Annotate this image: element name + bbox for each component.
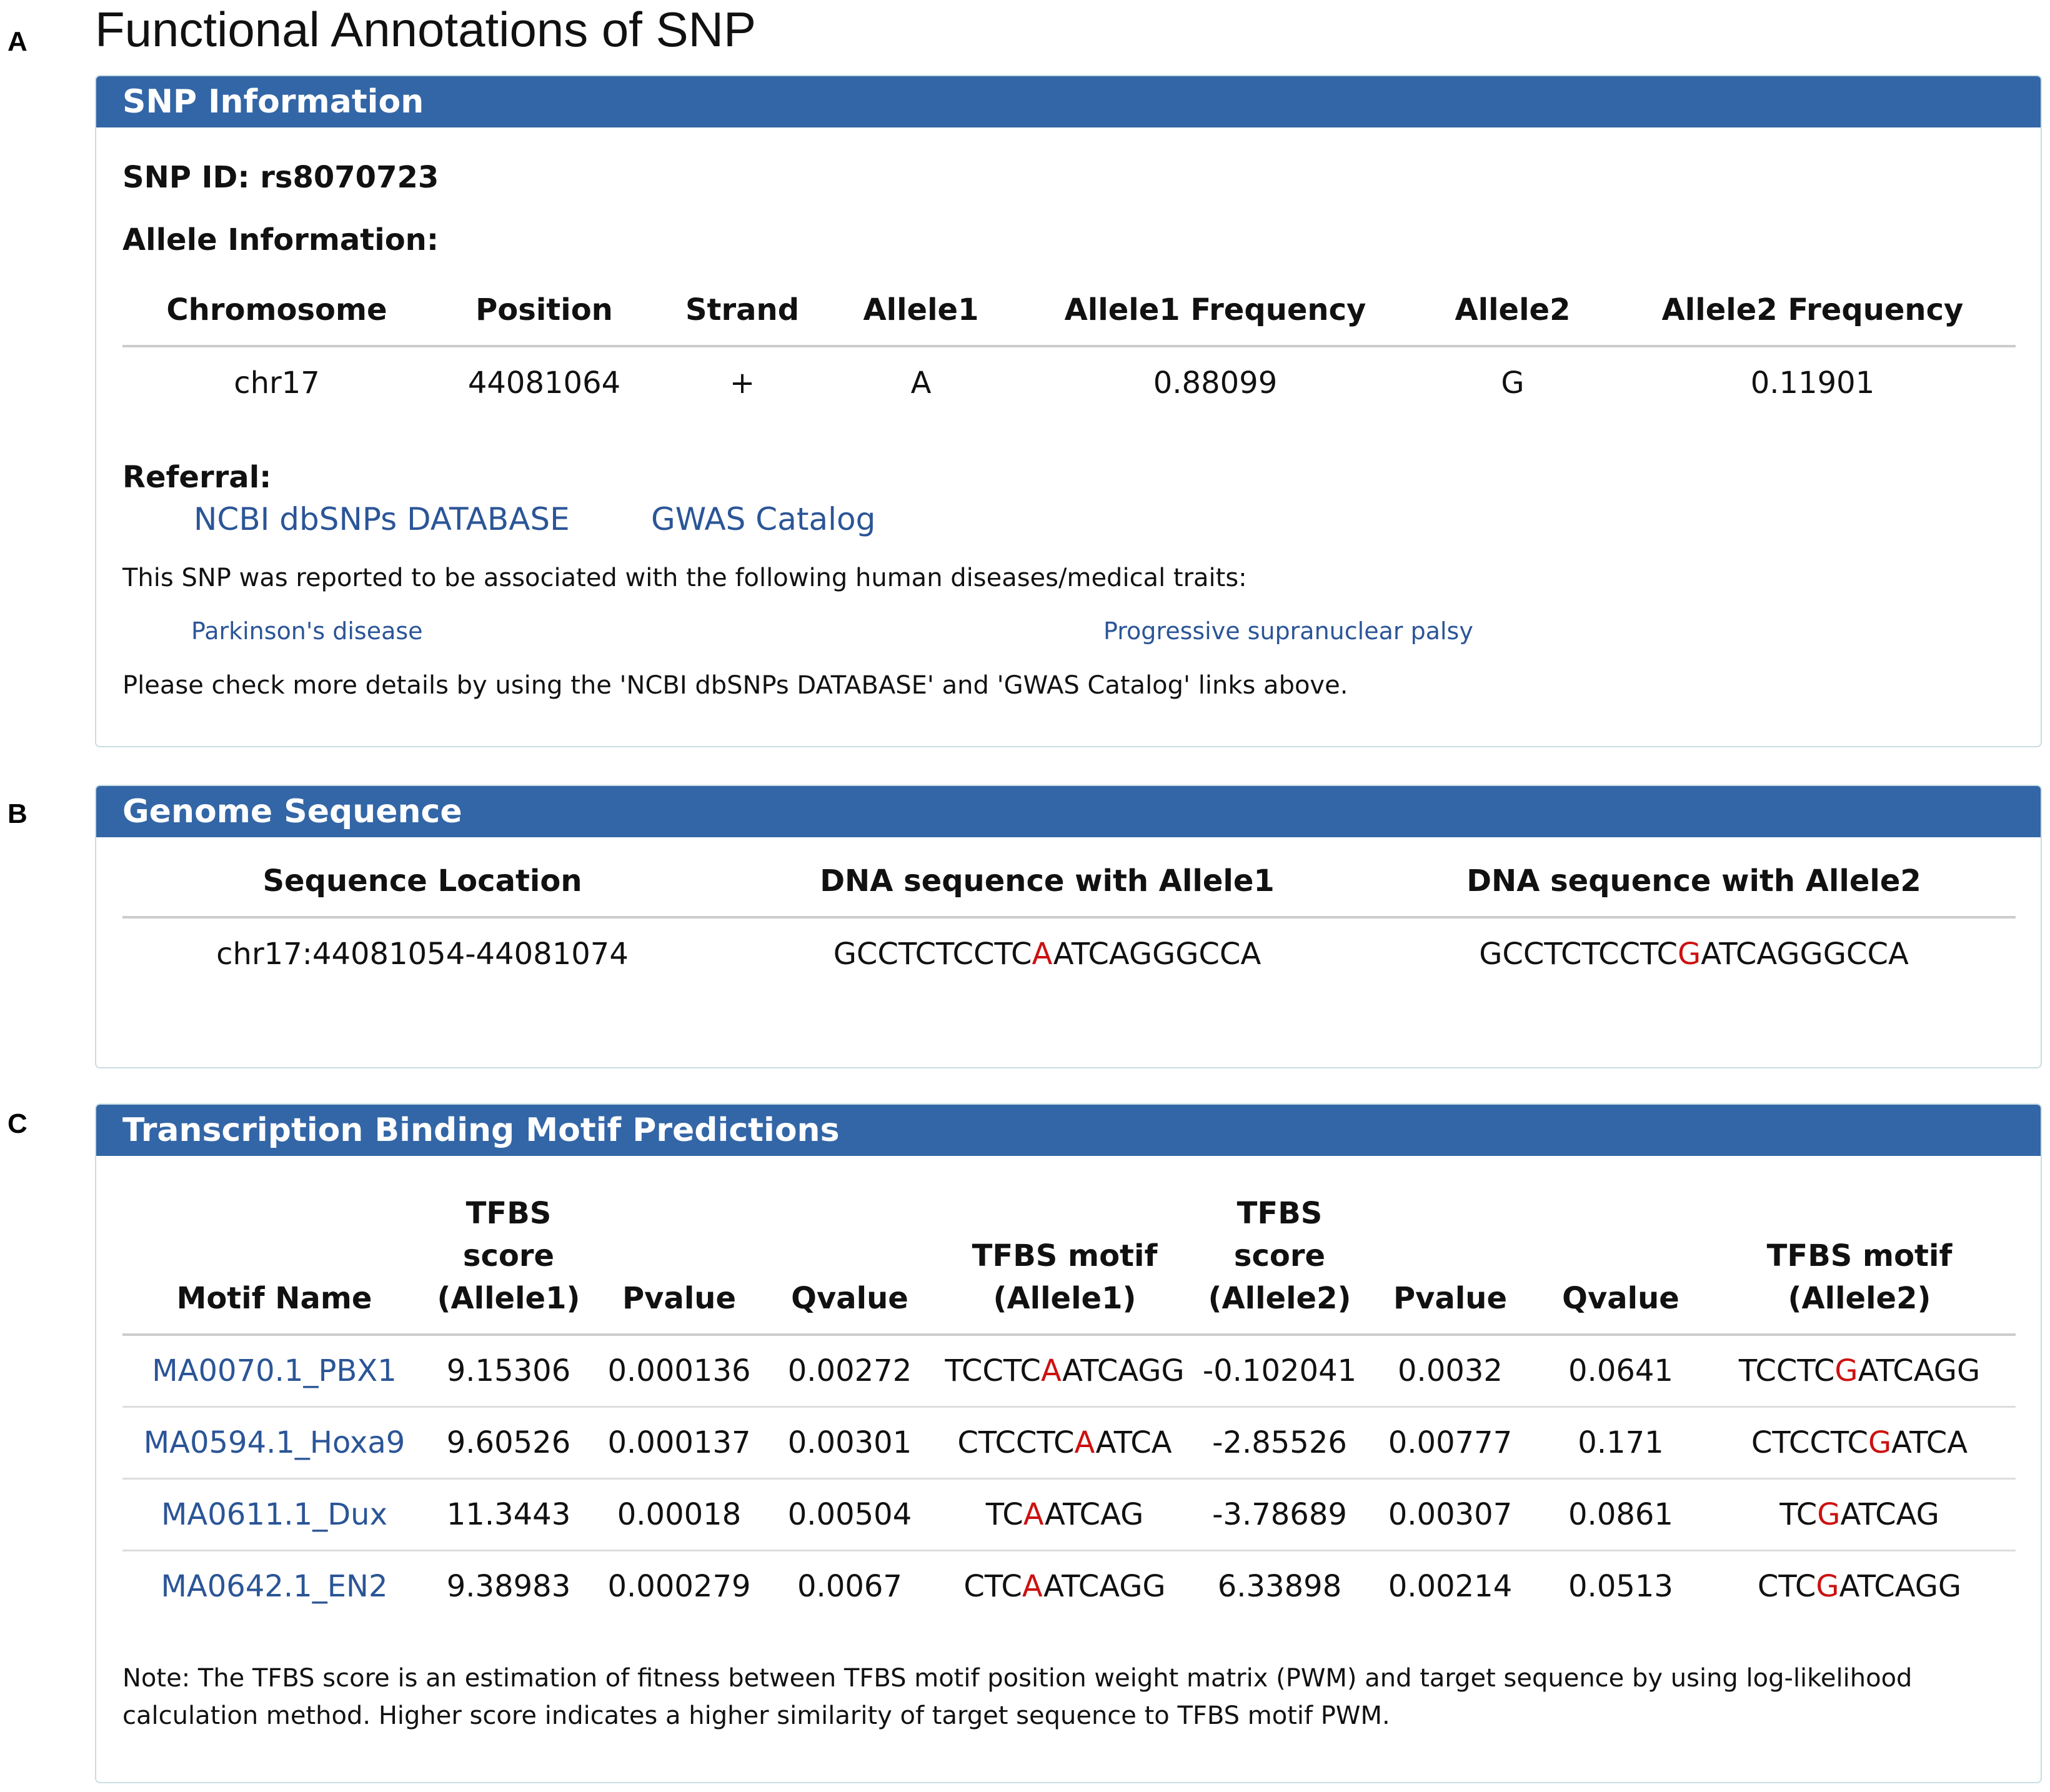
allele1-cell: A: [910, 366, 932, 401]
tfbs-score-allele1-cell: 9.60526: [426, 1406, 591, 1478]
seq-segment: CTC: [1757, 1569, 1816, 1605]
seq-segment: ATCAG: [1044, 1496, 1144, 1532]
column-header: Motif Name: [122, 1192, 426, 1335]
motif-name-cell: [122, 1478, 426, 1550]
tfbs-score-allele1-cell: 11.3443: [426, 1478, 591, 1550]
seq-segment: GCCTCTCCTC: [1479, 937, 1678, 972]
column-header: Allele2 Frequency: [1610, 289, 2016, 346]
pvalue-allele2-cell: 0.00777: [1362, 1406, 1538, 1478]
genome-sequence-panel: [95, 785, 2042, 1068]
sequence-table-header-row: [122, 860, 2016, 917]
qvalue-allele2-cell: 0.171: [1538, 1406, 1703, 1478]
snp-base-highlight: A: [1032, 937, 1053, 972]
column-header: Qvalue: [767, 1192, 932, 1335]
motif-link[interactable]: MA0642.1_EN2: [161, 1569, 388, 1605]
ncbi-dbsnp-link[interactable]: NCBI dbSNPs DATABASE: [194, 501, 570, 537]
disease-link-parkinsons[interactable]: Parkinson's disease: [191, 617, 423, 645]
tfbs-motif-allele2-cell: [1703, 1550, 2016, 1622]
qvalue-allele1-cell: 0.0067: [767, 1550, 932, 1622]
allele2-frequency-cell: 0.11901: [1750, 366, 1875, 401]
qvalue-allele1-cell: 0.00272: [787, 1353, 912, 1388]
gwas-catalog-link[interactable]: GWAS Catalog: [651, 501, 876, 537]
column-header: Sequence Location: [122, 860, 722, 917]
motif-row: [122, 1478, 2016, 1550]
column-header: Qvalue: [1538, 1192, 1703, 1335]
seq-segment: ATCA: [1891, 1425, 1968, 1460]
motif-name-cell: [122, 1335, 426, 1406]
pvalue-allele2-cell: 0.00307: [1362, 1478, 1538, 1550]
tfbs-motif-allele2-cell: [1703, 1406, 2016, 1478]
genome-sequence-header: Genome Sequence: [96, 786, 2041, 837]
referral-label: Referral:: [122, 460, 272, 495]
snp-base-highlight: G: [1817, 1496, 1841, 1532]
seq-segment: TCCTC: [1738, 1353, 1835, 1388]
allele-table-row: [122, 346, 2016, 419]
column-header: Strand: [657, 289, 827, 346]
column-header: Position: [431, 289, 657, 346]
allele-table: [122, 289, 2016, 419]
panel-letter-a: A: [7, 26, 27, 57]
tfbs-motif-allele1-cell: [932, 1406, 1197, 1478]
pvalue-allele1-cell: 0.000279: [591, 1550, 767, 1622]
allele1-sequence-cell: [722, 917, 1372, 990]
panel-letter-c: C: [7, 1108, 27, 1139]
snp-information-panel: [95, 75, 2042, 747]
sequence-table: [122, 860, 2016, 990]
seq-segment: ATCAGG: [1858, 1353, 1981, 1388]
chromosome-cell: chr17: [234, 366, 320, 401]
column-header: DNA sequence with Allele1: [722, 860, 1372, 917]
pvalue-allele1-cell: 0.000136: [607, 1353, 751, 1388]
column-header: Pvalue: [1362, 1192, 1538, 1335]
motif-predictions-panel: [95, 1103, 2042, 1783]
tfbs-score-allele1-cell: 9.38983: [426, 1550, 591, 1622]
seq-segment: ATCAGG: [1839, 1569, 1962, 1605]
pvalue-allele1-cell: 0.000137: [591, 1406, 767, 1478]
motif-table: [122, 1192, 2016, 1622]
snp-base-highlight: A: [1040, 1353, 1063, 1388]
seq-segment: CTC: [963, 1569, 1022, 1605]
snp-base-highlight: A: [1022, 1569, 1044, 1605]
seq-segment: ATCAGGGCCA: [1053, 937, 1261, 972]
snp-information-header: SNP Information: [96, 76, 2041, 127]
tfbs-score-allele2-cell: -0.102041: [1202, 1353, 1357, 1388]
column-header: Pvalue: [591, 1192, 767, 1335]
seq-segment: ATCAG: [1840, 1496, 1939, 1532]
motif-link[interactable]: MA0611.1_Dux: [161, 1496, 387, 1532]
column-header: Allele2: [1416, 289, 1610, 346]
seq-segment: TCCTC: [945, 1353, 1041, 1388]
tfbs-motif-allele2-cell: [1703, 1335, 2016, 1406]
motif-table-header-row: [122, 1192, 2016, 1335]
tfbs-score-allele2-cell: -2.85526: [1197, 1406, 1362, 1478]
snp-id-label: SNP ID: rs8070723: [122, 160, 439, 195]
snp-base-highlight: G: [1678, 937, 1701, 972]
column-header: Chromosome: [122, 289, 431, 346]
motif-link[interactable]: MA0070.1_PBX1: [152, 1353, 397, 1388]
pvalue-allele1-cell: 0.00018: [591, 1478, 767, 1550]
seq-segment: TC: [1779, 1496, 1818, 1532]
motif-predictions-header: Transcription Binding Motif Predictions: [96, 1105, 2041, 1156]
seq-segment: GCCTCTCCTC: [833, 937, 1032, 972]
page-title: Functional Annotations of SNP: [95, 2, 756, 57]
qvalue-allele1-cell: 0.00504: [767, 1478, 932, 1550]
motif-row: [122, 1335, 2016, 1406]
tfbs-score-allele2-cell: -3.78689: [1197, 1478, 1362, 1550]
column-header: TFBS score (Allele2): [1197, 1192, 1362, 1335]
strand-cell: +: [729, 366, 755, 401]
seq-segment: ATCA: [1095, 1425, 1172, 1460]
column-header: TFBS motif (Allele1): [932, 1192, 1197, 1335]
tfbs-motif-allele2-cell: [1703, 1478, 2016, 1550]
allele1-frequency-cell: 0.88099: [1153, 366, 1278, 401]
allele2-sequence-cell: [1372, 917, 2016, 990]
seq-segment: ATCAGG: [1062, 1353, 1185, 1388]
qvalue-allele2-cell: 0.0641: [1568, 1353, 1673, 1388]
pvalue-allele2-cell: 0.0032: [1398, 1353, 1503, 1388]
column-header: TFBS motif (Allele2): [1703, 1192, 2016, 1335]
tfbs-motif-allele1-cell: [932, 1478, 1197, 1550]
snp-base-highlight: G: [1868, 1425, 1892, 1460]
panel-letter-b: B: [7, 799, 27, 829]
allele-information-label: Allele Information:: [122, 222, 439, 257]
motif-name-cell: [122, 1550, 426, 1622]
position-cell: 44081064: [467, 366, 621, 401]
motif-link[interactable]: MA0594.1_Hoxa9: [143, 1425, 406, 1460]
disease-link-psp[interactable]: Progressive supranuclear palsy: [1103, 617, 1473, 645]
motif-row: [122, 1406, 2016, 1478]
sequence-table-row: [122, 917, 2016, 990]
column-header: DNA sequence with Allele2: [1372, 860, 2016, 917]
snp-base-highlight: A: [1023, 1496, 1045, 1532]
allele2-cell: G: [1501, 366, 1525, 401]
qvalue-allele2-cell: 0.0861: [1538, 1478, 1703, 1550]
column-header: Allele1: [827, 289, 1015, 346]
seq-segment: ATCAGG: [1043, 1569, 1166, 1605]
motif-row: [122, 1550, 2016, 1622]
column-header: TFBS score (Allele1): [426, 1192, 591, 1335]
seq-segment: TC: [985, 1496, 1023, 1532]
association-text: This SNP was reported to be associated with the following human diseases/medical traits:: [122, 564, 1247, 592]
qvalue-allele2-cell: 0.0513: [1538, 1550, 1703, 1622]
allele-table-header-row: [122, 289, 2016, 346]
snp-base-highlight: G: [1816, 1569, 1839, 1605]
details-text: Please check more details by using the 'NCBI dbSNPs DATABASE' and 'GWAS Catalog' links above.: [122, 671, 1348, 700]
tfbs-motif-allele1-cell: [932, 1550, 1197, 1622]
seq-segment: CTCCTC: [1751, 1425, 1868, 1460]
tfbs-score-allele2-cell: 6.33898: [1197, 1550, 1362, 1622]
sequence-location-cell: chr17:44081054-44081074: [216, 937, 629, 972]
pvalue-allele2-cell: 0.00214: [1362, 1550, 1538, 1622]
seq-segment: ATCAGGGCCA: [1701, 937, 1909, 972]
tfbs-motif-allele1-cell: [932, 1335, 1197, 1406]
seq-segment: CTCCTC: [957, 1425, 1075, 1460]
qvalue-allele1-cell: 0.00301: [767, 1406, 932, 1478]
tfbs-score-allele1-cell: 9.15306: [446, 1353, 571, 1388]
snp-base-highlight: A: [1074, 1425, 1096, 1460]
column-header: Allele1 Frequency: [1015, 289, 1416, 346]
snp-base-highlight: G: [1834, 1353, 1858, 1388]
tfbs-score-note: Note: The TFBS score is an estimation of fitness between TFBS motif position weight matrix (PWM) and target sequence by using log-likelihood calculation method. Higher score indicates a higher similarity of target sequence to TFBS motif PWM.: [122, 1664, 1913, 1730]
motif-name-cell: [122, 1406, 426, 1478]
